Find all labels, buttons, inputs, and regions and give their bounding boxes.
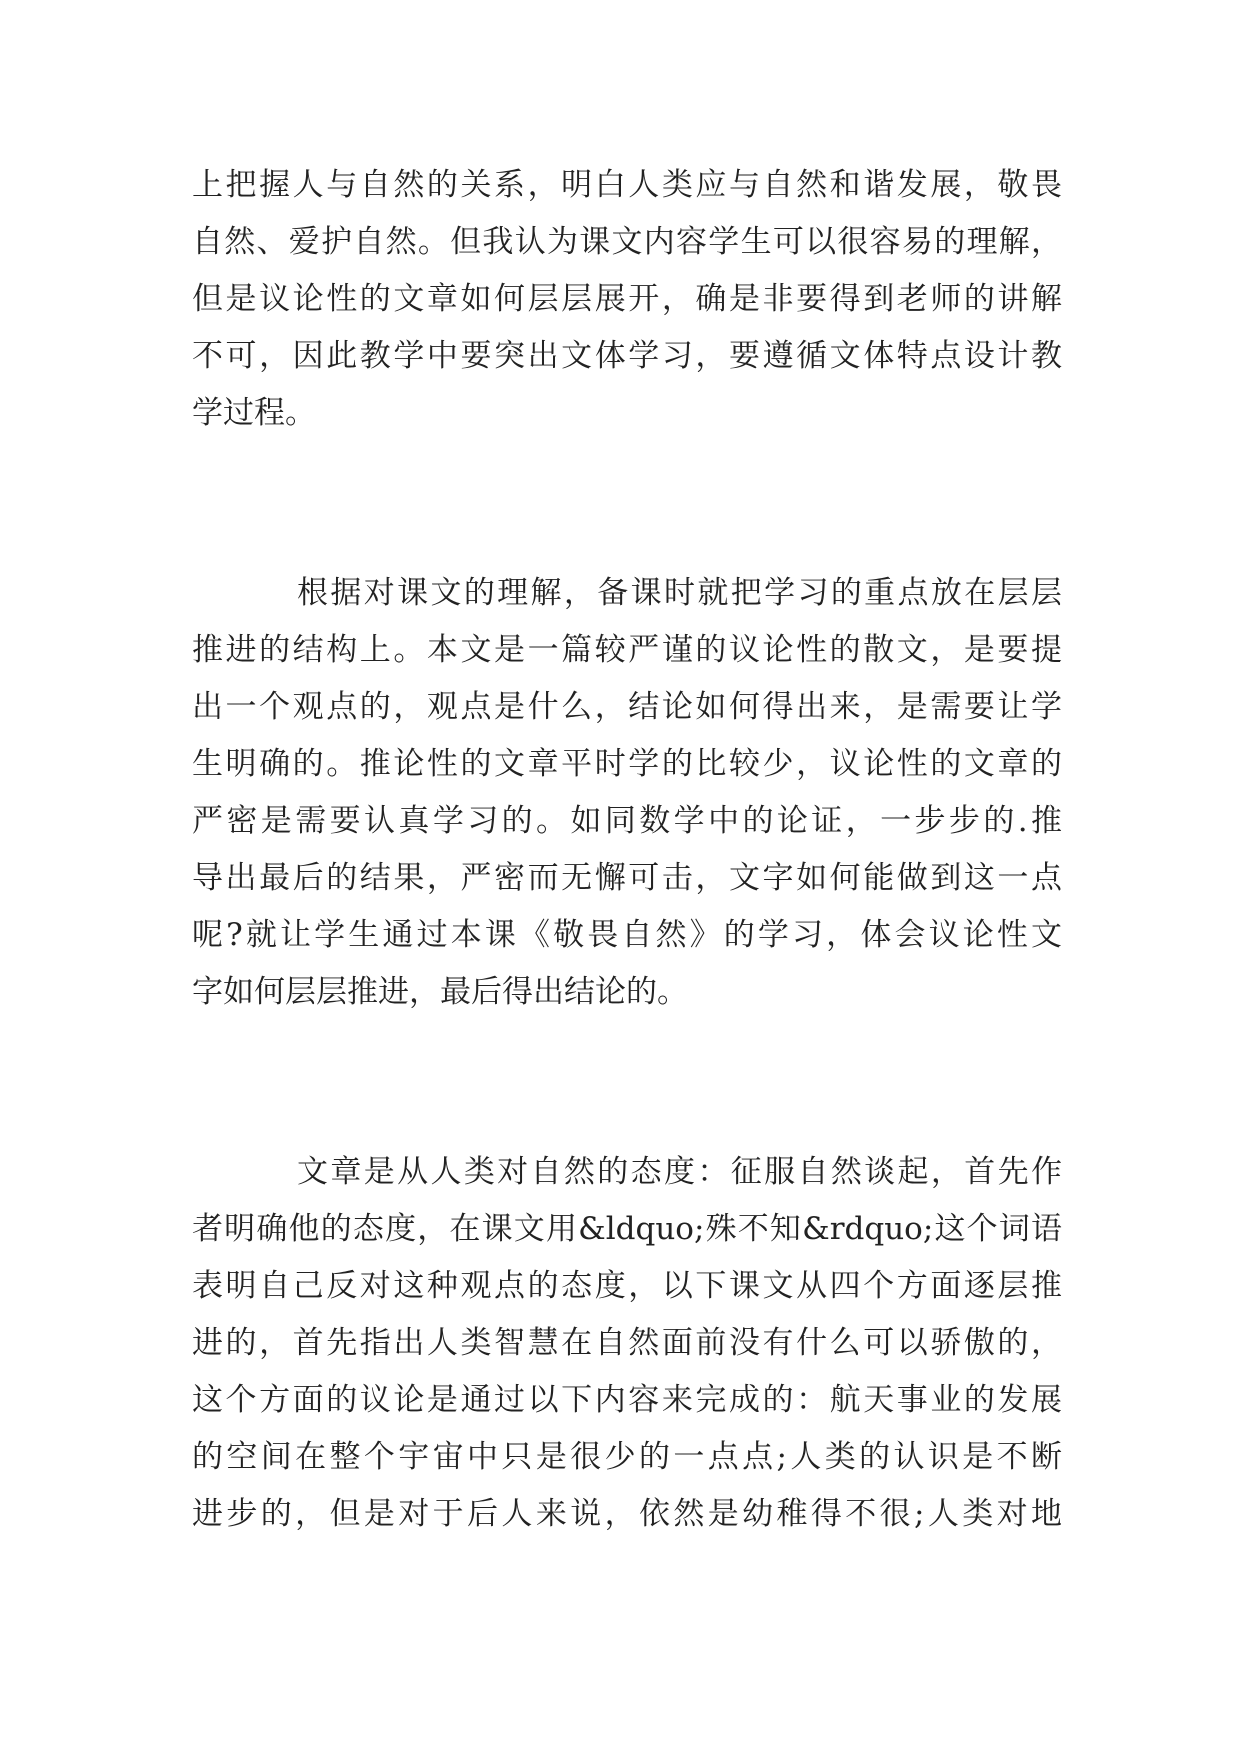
text-line: 进的，首先指出人类智慧在自然面前没有什么可以骄傲的，	[192, 1325, 1062, 1361]
text-line: 者明确他的态度，在课文用&ldquo;殊不知&rdquo;这个词语	[192, 1211, 1062, 1247]
text-line: 字如何层层推进，最后得出结论的。	[192, 974, 688, 1010]
text-line: 推进的结构上。本文是一篇较严谨的议论性的散文，是要提	[192, 632, 1062, 668]
text-line: 这个方面的议论是通过以下内容来完成的：航天事业的发展	[192, 1382, 1062, 1418]
text-line: 呢?就让学生通过本课《敬畏自然》的学习，体会议论性文	[192, 917, 1062, 953]
text-line: 自然、爱护自然。但我认为课文内容学生可以很容易的理解，	[192, 224, 1062, 260]
text-line: 的空间在整个宇宙中只是很少的一点点;人类的认识是不断	[192, 1439, 1062, 1475]
text-line: 文章是从人类对自然的态度：征服自然谈起，首先作	[297, 1154, 1062, 1190]
text-line: 不可，因此教学中要突出文体学习，要遵循文体特点设计教	[192, 338, 1062, 374]
text-line: 表明自己反对这种观点的态度，以下课文从四个方面逐层推	[192, 1268, 1062, 1304]
text-line: 进步的，但是对于后人来说，依然是幼稚得不很;人类对地	[192, 1496, 1062, 1532]
text-line: 严密是需要认真学习的。如同数学中的论证，一步步的.推	[192, 803, 1062, 839]
text-line: 上把握人与自然的关系，明白人类应与自然和谐发展，敬畏	[192, 167, 1062, 203]
text-line: 导出最后的结果，严密而无懈可击，文字如何能做到这一点	[192, 860, 1062, 896]
text-line: 根据对课文的理解，备课时就把学习的重点放在层层	[297, 575, 1062, 611]
text-line: 学过程。	[192, 395, 316, 431]
text-line: 但是议论性的文章如何层层展开，确是非要得到老师的讲解	[192, 281, 1062, 317]
text-line: 出一个观点的，观点是什么，结论如何得出来，是需要让学	[192, 689, 1062, 725]
text-line: 生明确的。推论性的文章平时学的比较少，议论性的文章的	[192, 746, 1062, 782]
